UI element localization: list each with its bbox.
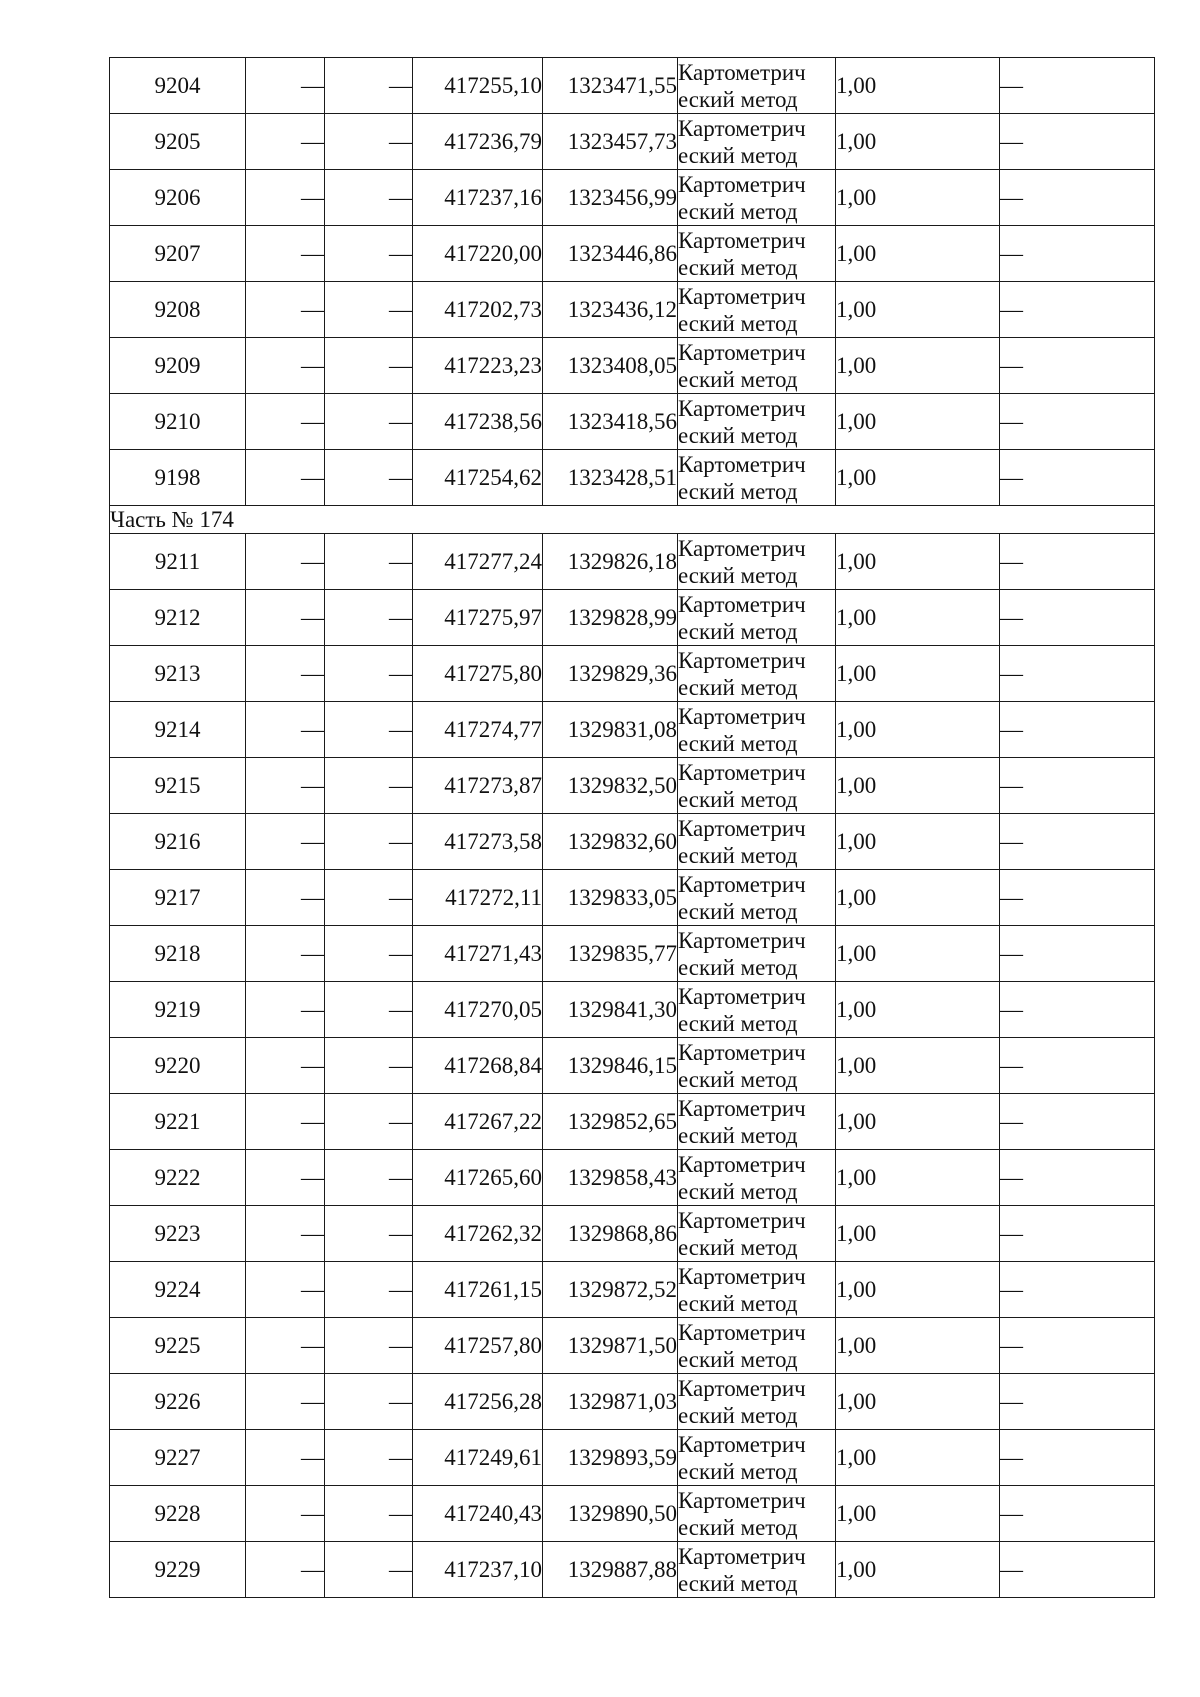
description-cell: — [1000,1094,1155,1150]
method-cell: Картометрич еский метод [678,1430,836,1486]
table-row [110,814,1155,870]
table-row [110,1486,1155,1542]
point-number-cell: 9207 [110,226,246,282]
empty-value-cell: — [246,1374,325,1430]
y-coordinate-cell: 1329835,77 [543,926,678,982]
y-coordinate-cell: 1323418,56 [543,394,678,450]
empty-value-cell: — [325,394,413,450]
empty-value-cell: — [325,58,413,114]
y-coordinate-cell: 1329872,52 [543,1262,678,1318]
table-row [110,926,1155,982]
point-number-cell: 9198 [110,450,246,506]
method-cell: Картометрич еский метод [678,1150,836,1206]
point-number-cell: 9221 [110,1094,246,1150]
method-cell: Картометрич еский метод [678,338,836,394]
y-coordinate-cell: 1329846,15 [543,1038,678,1094]
y-coordinate-cell: 1329831,08 [543,702,678,758]
precision-cell: 1,00 [836,758,1000,814]
empty-value-cell: — [246,450,325,506]
point-number-cell: 9217 [110,870,246,926]
method-cell: Картометрич еский метод [678,590,836,646]
method-cell: Картометрич еский метод [678,58,836,114]
precision-cell: 1,00 [836,1374,1000,1430]
description-cell: — [1000,394,1155,450]
table-row [110,450,1155,506]
table-row [110,702,1155,758]
empty-value-cell: — [325,590,413,646]
table-row [110,534,1155,590]
description-cell: — [1000,1486,1155,1542]
description-cell: — [1000,1038,1155,1094]
y-coordinate-cell: 1329871,03 [543,1374,678,1430]
empty-value-cell: — [246,702,325,758]
x-coordinate-cell: 417277,24 [413,534,543,590]
precision-cell: 1,00 [836,982,1000,1038]
precision-cell: 1,00 [836,1150,1000,1206]
point-number-cell: 9222 [110,1150,246,1206]
method-cell: Картометрич еский метод [678,1038,836,1094]
table-row [110,226,1155,282]
empty-value-cell: — [246,982,325,1038]
description-cell: — [1000,226,1155,282]
empty-value-cell: — [325,702,413,758]
empty-value-cell: — [325,1486,413,1542]
method-cell: Картометрич еский метод [678,870,836,926]
y-coordinate-cell: 1323446,86 [543,226,678,282]
empty-value-cell: — [246,338,325,394]
method-cell: Картометрич еский метод [678,114,836,170]
empty-value-cell: — [325,1542,413,1598]
empty-value-cell: — [246,590,325,646]
description-cell: — [1000,282,1155,338]
description-cell: — [1000,170,1155,226]
precision-cell: 1,00 [836,702,1000,758]
empty-value-cell: — [325,170,413,226]
point-number-cell: 9228 [110,1486,246,1542]
empty-value-cell: — [246,1542,325,1598]
empty-value-cell: — [325,114,413,170]
x-coordinate-cell: 417275,80 [413,646,543,702]
y-coordinate-cell: 1329887,88 [543,1542,678,1598]
point-number-cell: 9210 [110,394,246,450]
empty-value-cell: — [325,926,413,982]
empty-value-cell: — [325,1262,413,1318]
point-number-cell: 9208 [110,282,246,338]
description-cell: — [1000,1542,1155,1598]
point-number-cell: 9224 [110,1262,246,1318]
method-cell: Картометрич еский метод [678,170,836,226]
point-number-cell: 9226 [110,1374,246,1430]
point-number-cell: 9214 [110,702,246,758]
precision-cell: 1,00 [836,1262,1000,1318]
description-cell: — [1000,534,1155,590]
description-cell: — [1000,814,1155,870]
precision-cell: 1,00 [836,1486,1000,1542]
description-cell: — [1000,1262,1155,1318]
point-number-cell: 9227 [110,1430,246,1486]
empty-value-cell: — [246,1318,325,1374]
description-cell: — [1000,1318,1155,1374]
x-coordinate-cell: 417220,00 [413,226,543,282]
method-cell: Картометрич еский метод [678,1318,836,1374]
section-header-row [110,506,1155,534]
x-coordinate-cell: 417268,84 [413,1038,543,1094]
coordinates-table [109,57,1155,1598]
x-coordinate-cell: 417202,73 [413,282,543,338]
point-number-cell: 9229 [110,1542,246,1598]
method-cell: Картометрич еский метод [678,814,836,870]
point-number-cell: 9225 [110,1318,246,1374]
method-cell: Картометрич еский метод [678,758,836,814]
empty-value-cell: — [325,758,413,814]
x-coordinate-cell: 417270,05 [413,982,543,1038]
x-coordinate-cell: 417265,60 [413,1150,543,1206]
table-row [110,1038,1155,1094]
y-coordinate-cell: 1329868,86 [543,1206,678,1262]
method-cell: Картометрич еский метод [678,1094,836,1150]
x-coordinate-cell: 417273,58 [413,814,543,870]
description-cell: — [1000,1150,1155,1206]
table-row [110,1206,1155,1262]
x-coordinate-cell: 417256,28 [413,1374,543,1430]
empty-value-cell: — [246,114,325,170]
method-cell: Картометрич еский метод [678,226,836,282]
empty-value-cell: — [325,226,413,282]
precision-cell: 1,00 [836,450,1000,506]
y-coordinate-cell: 1329893,59 [543,1430,678,1486]
empty-value-cell: — [246,1486,325,1542]
description-cell: — [1000,1374,1155,1430]
x-coordinate-cell: 417272,11 [413,870,543,926]
point-number-cell: 9218 [110,926,246,982]
precision-cell: 1,00 [836,170,1000,226]
empty-value-cell: — [246,170,325,226]
table-row [110,1542,1155,1598]
x-coordinate-cell: 417254,62 [413,450,543,506]
point-number-cell: 9212 [110,590,246,646]
table-row [110,870,1155,926]
table-row [110,114,1155,170]
method-cell: Картометрич еский метод [678,1374,836,1430]
empty-value-cell: — [325,1374,413,1430]
method-cell: Картометрич еский метод [678,702,836,758]
precision-cell: 1,00 [836,394,1000,450]
description-cell: — [1000,58,1155,114]
precision-cell: 1,00 [836,58,1000,114]
precision-cell: 1,00 [836,1206,1000,1262]
empty-value-cell: — [246,1206,325,1262]
empty-value-cell: — [246,814,325,870]
precision-cell: 1,00 [836,590,1000,646]
empty-value-cell: — [325,1094,413,1150]
precision-cell: 1,00 [836,114,1000,170]
table-row [110,170,1155,226]
point-number-cell: 9215 [110,758,246,814]
x-coordinate-cell: 417237,10 [413,1542,543,1598]
empty-value-cell: — [246,1150,325,1206]
x-coordinate-cell: 417255,10 [413,58,543,114]
table-row [110,338,1155,394]
table-row [110,58,1155,114]
method-cell: Картометрич еский метод [678,1486,836,1542]
empty-value-cell: — [325,1206,413,1262]
description-cell: — [1000,114,1155,170]
x-coordinate-cell: 417249,61 [413,1430,543,1486]
y-coordinate-cell: 1323457,73 [543,114,678,170]
empty-value-cell: — [325,814,413,870]
method-cell: Картометрич еский метод [678,394,836,450]
table-row [110,1318,1155,1374]
y-coordinate-cell: 1329841,30 [543,982,678,1038]
description-cell: — [1000,702,1155,758]
y-coordinate-cell: 1329828,99 [543,590,678,646]
x-coordinate-cell: 417275,97 [413,590,543,646]
table-row [110,394,1155,450]
precision-cell: 1,00 [836,226,1000,282]
description-cell: — [1000,590,1155,646]
empty-value-cell: — [246,226,325,282]
description-cell: — [1000,758,1155,814]
table-row [110,1374,1155,1430]
x-coordinate-cell: 417237,16 [413,170,543,226]
table-body [110,58,1155,1598]
point-number-cell: 9213 [110,646,246,702]
point-number-cell: 9205 [110,114,246,170]
empty-value-cell: — [325,534,413,590]
description-cell: — [1000,646,1155,702]
empty-value-cell: — [246,534,325,590]
method-cell: Картометрич еский метод [678,646,836,702]
table-row [110,1262,1155,1318]
x-coordinate-cell: 417274,77 [413,702,543,758]
x-coordinate-cell: 417240,43 [413,1486,543,1542]
point-number-cell: 9220 [110,1038,246,1094]
empty-value-cell: — [246,1094,325,1150]
point-number-cell: 9204 [110,58,246,114]
empty-value-cell: — [246,282,325,338]
point-number-cell: 9223 [110,1206,246,1262]
table-row [110,1430,1155,1486]
table-row [110,1094,1155,1150]
description-cell: — [1000,338,1155,394]
method-cell: Картометрич еский метод [678,450,836,506]
empty-value-cell: — [325,450,413,506]
x-coordinate-cell: 417261,15 [413,1262,543,1318]
y-coordinate-cell: 1329826,18 [543,534,678,590]
empty-value-cell: — [325,1038,413,1094]
x-coordinate-cell: 417267,22 [413,1094,543,1150]
table-row [110,758,1155,814]
method-cell: Картометрич еский метод [678,282,836,338]
table-row [110,646,1155,702]
method-cell: Картометрич еский метод [678,926,836,982]
y-coordinate-cell: 1329871,50 [543,1318,678,1374]
empty-value-cell: — [246,394,325,450]
table-row [110,590,1155,646]
empty-value-cell: — [246,926,325,982]
y-coordinate-cell: 1329832,60 [543,814,678,870]
x-coordinate-cell: 417257,80 [413,1318,543,1374]
x-coordinate-cell: 417262,32 [413,1206,543,1262]
precision-cell: 1,00 [836,814,1000,870]
table-row [110,282,1155,338]
empty-value-cell: — [246,58,325,114]
y-coordinate-cell: 1329852,65 [543,1094,678,1150]
method-cell: Картометрич еский метод [678,1262,836,1318]
empty-value-cell: — [325,1318,413,1374]
empty-value-cell: — [325,282,413,338]
empty-value-cell: — [325,982,413,1038]
y-coordinate-cell: 1323471,55 [543,58,678,114]
precision-cell: 1,00 [836,534,1000,590]
y-coordinate-cell: 1323428,51 [543,450,678,506]
section-label: Часть № 174 [110,506,1155,534]
y-coordinate-cell: 1323456,99 [543,170,678,226]
x-coordinate-cell: 417223,23 [413,338,543,394]
description-cell: — [1000,450,1155,506]
y-coordinate-cell: 1329829,36 [543,646,678,702]
y-coordinate-cell: 1323436,12 [543,282,678,338]
method-cell: Картометрич еский метод [678,1206,836,1262]
x-coordinate-cell: 417238,56 [413,394,543,450]
description-cell: — [1000,982,1155,1038]
method-cell: Картометрич еский метод [678,982,836,1038]
y-coordinate-cell: 1329858,43 [543,1150,678,1206]
method-cell: Картометрич еский метод [678,534,836,590]
empty-value-cell: — [246,1262,325,1318]
empty-value-cell: — [246,1038,325,1094]
method-cell: Картометрич еский метод [678,1542,836,1598]
empty-value-cell: — [246,1430,325,1486]
y-coordinate-cell: 1323408,05 [543,338,678,394]
table-row [110,1150,1155,1206]
precision-cell: 1,00 [836,338,1000,394]
table-row [110,982,1155,1038]
empty-value-cell: — [325,646,413,702]
y-coordinate-cell: 1329832,50 [543,758,678,814]
x-coordinate-cell: 417236,79 [413,114,543,170]
description-cell: — [1000,1430,1155,1486]
point-number-cell: 9209 [110,338,246,394]
point-number-cell: 9216 [110,814,246,870]
description-cell: — [1000,926,1155,982]
empty-value-cell: — [246,758,325,814]
precision-cell: 1,00 [836,870,1000,926]
empty-value-cell: — [325,1430,413,1486]
x-coordinate-cell: 417273,87 [413,758,543,814]
empty-value-cell: — [325,870,413,926]
x-coordinate-cell: 417271,43 [413,926,543,982]
precision-cell: 1,00 [836,1430,1000,1486]
point-number-cell: 9219 [110,982,246,1038]
empty-value-cell: — [325,1150,413,1206]
point-number-cell: 9206 [110,170,246,226]
empty-value-cell: — [246,870,325,926]
description-cell: — [1000,870,1155,926]
point-number-cell: 9211 [110,534,246,590]
precision-cell: 1,00 [836,1038,1000,1094]
precision-cell: 1,00 [836,1318,1000,1374]
empty-value-cell: — [246,646,325,702]
precision-cell: 1,00 [836,646,1000,702]
y-coordinate-cell: 1329890,50 [543,1486,678,1542]
precision-cell: 1,00 [836,1542,1000,1598]
precision-cell: 1,00 [836,282,1000,338]
description-cell: — [1000,1206,1155,1262]
precision-cell: 1,00 [836,926,1000,982]
empty-value-cell: — [325,338,413,394]
y-coordinate-cell: 1329833,05 [543,870,678,926]
precision-cell: 1,00 [836,1094,1000,1150]
